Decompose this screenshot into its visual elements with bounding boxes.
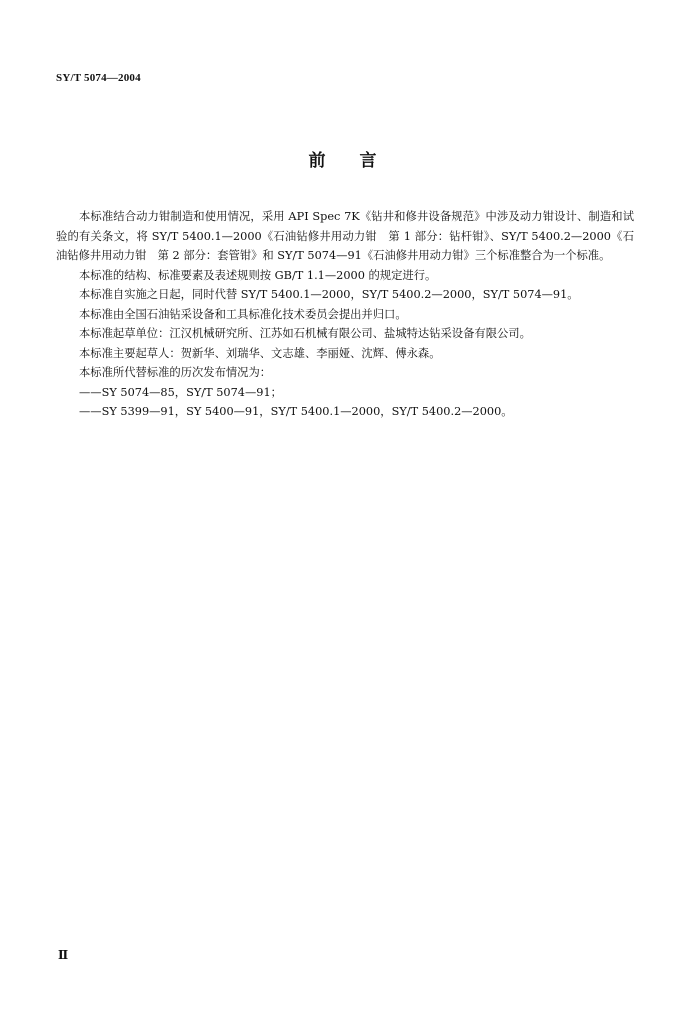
paragraph-replacement: 本标准自实施之日起，同时代替 SY/T 5400.1—2000，SY/T 5400.2—2000，SY/T 5074—91。 [79,288,579,301]
paragraph-scope: 本标准结合动力钳制造和使用情况，采用 API Spec 7K《钻井和修井设备规范》中涉及动力钳设计、制造和试验的有关条文，将 SY/T 5400.1—2000《石油钻修井用动力钳 第 1 部分：钻杆钳》、SY/T 5400.2—2000《石油钻修井用动力钳 第 2 部分：套管钳》和 SY/T 5074—91《石油修井用动力钳》三个标准整合为一个标准。 [56,210,634,262]
paragraph-drafting-units: 本标准起草单位：江汉机械研究所、江苏如石机械有限公司、盐城特达钻采设备有限公司。 [79,327,531,340]
page-title: 前言 [308,151,411,171]
history-item: ——SY 5399—91，SY 5400—91，SY/T 5400.1—2000，SY/T 5400.2—2000。 [79,405,513,418]
paragraph-drafters: 本标准主要起草人：贺新华、刘瑞华、文志雄、李丽娅、沈辉、傅永森。 [79,346,441,360]
paragraph-history-intro: 本标准所代替标准的历次发布情况为： [79,366,272,379]
paragraph-proposer: 本标准由全国石油钻采设备和工具标准化技术委员会提出并归口。 [79,307,407,321]
page-number: Ⅱ [58,948,69,962]
foreword-body [56,207,634,422]
paragraph-structure: 本标准的结构、标准要素及表述规则按 GB/T 1.1—2000 的规定进行。 [79,268,437,282]
document-code: SY/T 5074—2004 [56,72,141,84]
history-item: ——SY 5074—85，SY/T 5074—91； [79,385,282,399]
